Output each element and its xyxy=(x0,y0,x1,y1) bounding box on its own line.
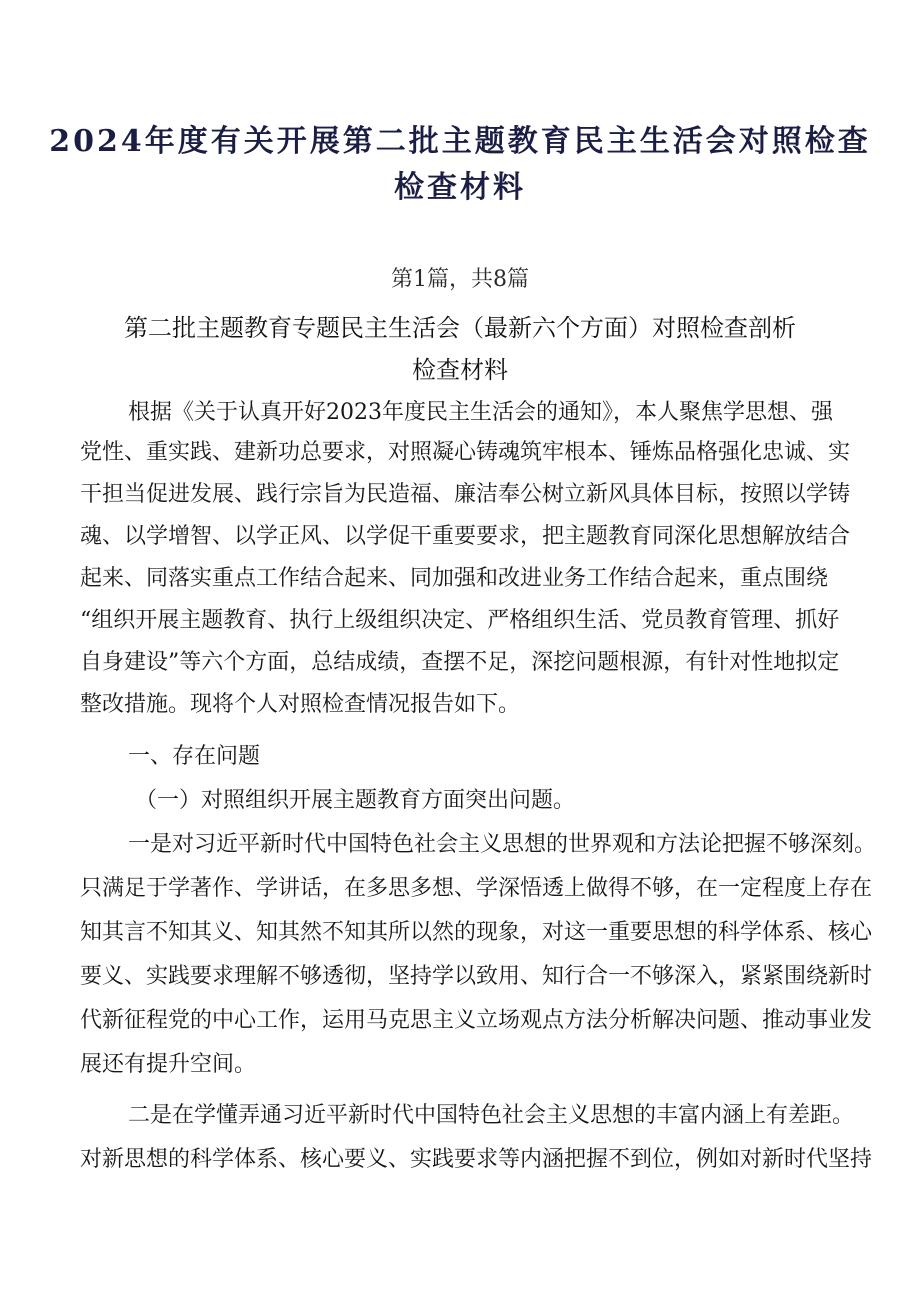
article-title-line-1: 第二批主题教育专题民主生活会（最新六个方面）对照检查剖析 xyxy=(124,314,796,342)
document-title-line-2: 检查材料 xyxy=(394,170,526,205)
body-line: 起来、同落实重点工作结合起来、同加强和改进业务工作结合起来，重点围绕 xyxy=(80,566,829,591)
section-heading: 一、存在问题 xyxy=(128,744,261,769)
body-line: 党性、重实践、建新功总要求，对照凝心铸魂筑牢根本、锤炼品格强化忠诚、实 xyxy=(80,440,851,465)
body-line: 整改措施。现将个人对照检查情况报告如下。 xyxy=(80,692,521,717)
body-line: 魂、以学增智、以学正风、以学促干重要要求，把主题教育同深化思想解放结合 xyxy=(80,524,851,549)
article-title-line-2: 检查材料 xyxy=(412,356,508,384)
body-line: 干担当促进发展、践行宗旨为民造福、廉洁奉公树立新风具体目标，按照以学铸 xyxy=(80,482,851,507)
body-line: 根据《关于认真开好2023年度民主生活会的通知》，本人聚焦学思想、强 xyxy=(128,400,833,425)
body-line: 只满足于学著作、学讲话，在多思多想、学深悟透上做得不够，在一定程度上存在 xyxy=(80,876,873,901)
body-line: 对新思想的科学体系、核心要义、实践要求等内涵把握不到位，例如对新时代坚持 xyxy=(80,1147,873,1172)
subsection-heading: （一）对照组织开展主题教育方面突出问题。 xyxy=(135,788,576,813)
body-line: 一是对习近平新时代中国特色社会主义思想的世界观和方法论把握不够深刻。 xyxy=(128,832,877,857)
page-marker: 第1篇，共8篇 xyxy=(391,267,529,292)
body-line: 知其言不知其义、知其然不知其所以然的现象，对这一重要思想的科学体系、核心 xyxy=(80,920,873,945)
body-line: 自身建设”等六个方面，总结成绩，查摆不足，深挖问题根源，有针对性地拟定 xyxy=(80,650,840,675)
document-title-line-1: 2024年度有关开展第二批主题教育民主生活会对照检查 xyxy=(49,124,871,159)
body-line: 二是在学懂弄通习近平新时代中国特色社会主义思想的丰富内涵上有差距。 xyxy=(128,1103,855,1128)
body-line: “组织开展主题教育、执行上级组织决定、严格组织生活、党员教育管理、抓好 xyxy=(80,608,840,633)
body-line: 展还有提升空间。 xyxy=(80,1052,257,1077)
body-line: 要义、实践要求理解不够透彻，坚持学以致用、知行合一不够深入，紧紧围绕新时 xyxy=(80,964,873,989)
body-line: 代新征程党的中心工作，运用马克思主义立场观点方法分析解决问题、推动事业发 xyxy=(80,1008,873,1033)
